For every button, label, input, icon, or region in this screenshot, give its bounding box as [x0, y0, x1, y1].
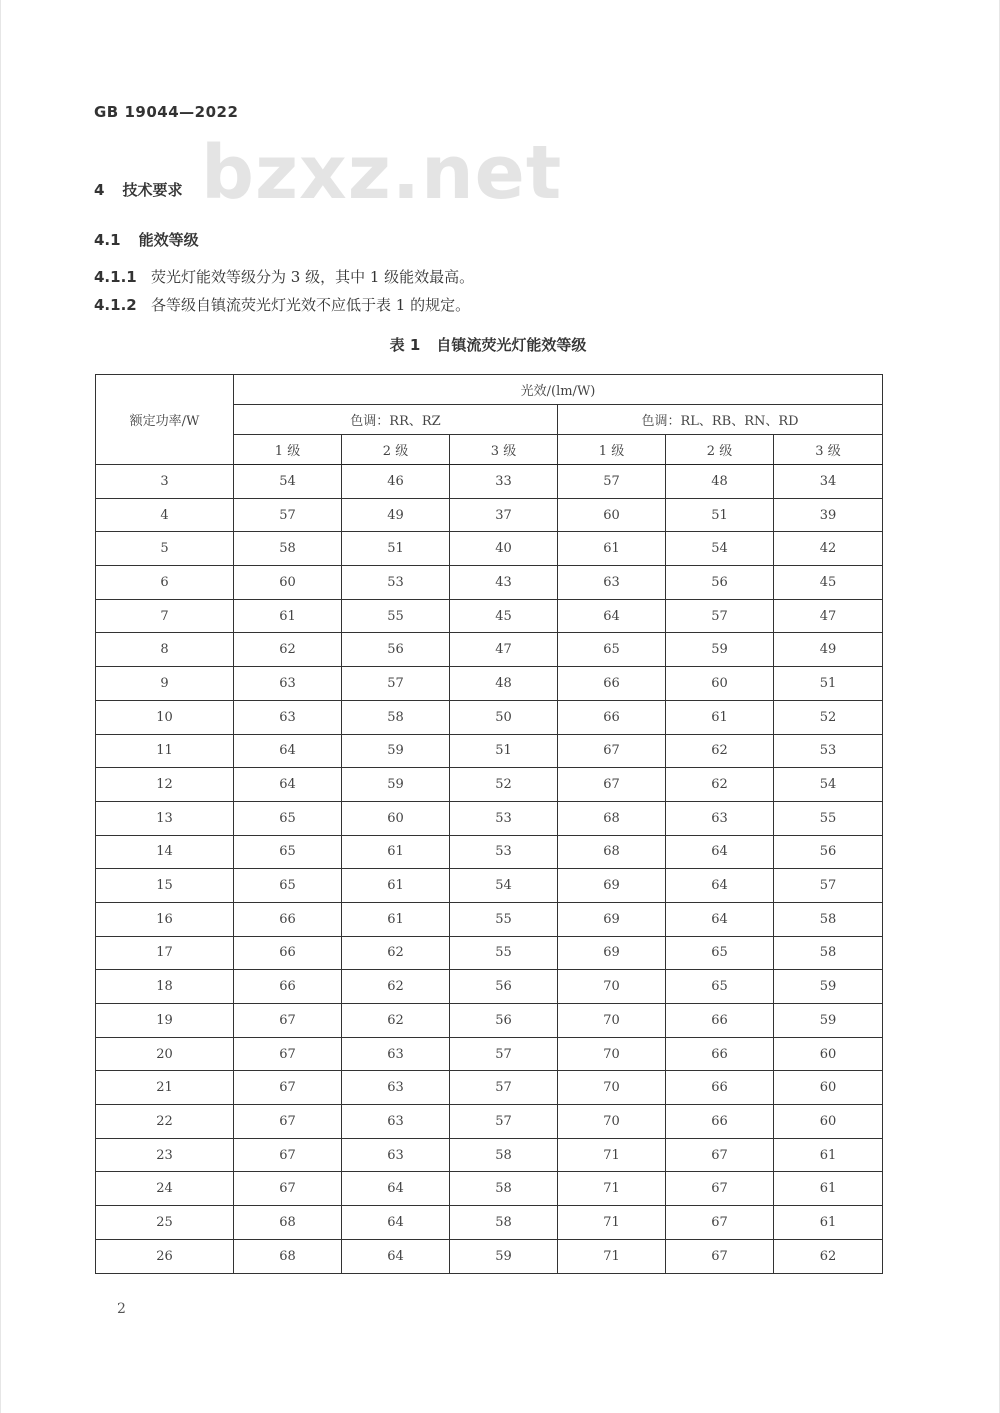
efficacy-cell: 69	[558, 869, 666, 903]
efficacy-cell: 53	[774, 734, 883, 768]
efficacy-cell: 66	[234, 936, 342, 970]
efficacy-cell: 61	[774, 1206, 883, 1240]
efficacy-cell: 51	[342, 532, 450, 566]
efficacy-cell: 59	[342, 734, 450, 768]
efficacy-cell: 60	[234, 566, 342, 600]
efficacy-cell: 53	[450, 801, 558, 835]
efficacy-cell: 47	[774, 599, 883, 633]
subsection-heading	[94, 229, 199, 250]
efficacy-cell: 62	[234, 633, 342, 667]
efficacy-cell: 60	[666, 667, 774, 701]
efficacy-cell: 56	[342, 633, 450, 667]
table-caption	[1, 334, 975, 355]
efficacy-cell: 62	[342, 970, 450, 1004]
efficacy-cell: 45	[450, 599, 558, 633]
rated-power-cell: 13	[96, 801, 234, 835]
efficacy-cell: 70	[558, 970, 666, 1004]
efficacy-cell: 68	[558, 801, 666, 835]
rated-power-cell: 9	[96, 667, 234, 701]
efficacy-cell: 56	[666, 566, 774, 600]
section-number: 4	[94, 181, 105, 199]
efficacy-cell: 61	[666, 700, 774, 734]
grade-header: 3 级	[450, 435, 558, 465]
efficacy-cell: 56	[450, 970, 558, 1004]
efficacy-cell: 57	[450, 1105, 558, 1139]
efficacy-cell: 67	[234, 1138, 342, 1172]
rated-power-cell: 25	[96, 1206, 234, 1240]
efficacy-cell: 67	[234, 1172, 342, 1206]
efficacy-cell: 48	[450, 667, 558, 701]
table-row	[96, 768, 883, 802]
efficacy-cell: 60	[774, 1071, 883, 1105]
efficacy-cell: 65	[234, 869, 342, 903]
efficacy-cell: 71	[558, 1138, 666, 1172]
rated-power-cell: 16	[96, 902, 234, 936]
efficacy-cell: 49	[342, 498, 450, 532]
page-number: 2	[117, 1301, 126, 1317]
grade-header: 3 级	[774, 435, 883, 465]
efficacy-cell: 57	[234, 498, 342, 532]
grade-header: 1 级	[234, 435, 342, 465]
rated-power-cell: 24	[96, 1172, 234, 1206]
table-row	[96, 465, 883, 499]
efficacy-cell: 71	[558, 1239, 666, 1273]
efficacy-cell: 62	[666, 768, 774, 802]
rated-power-cell: 10	[96, 700, 234, 734]
table-row	[96, 801, 883, 835]
efficacy-cell: 67	[558, 734, 666, 768]
efficacy-cell: 60	[342, 801, 450, 835]
table-row	[96, 1138, 883, 1172]
efficacy-cell: 56	[450, 1004, 558, 1038]
efficacy-cell: 70	[558, 1071, 666, 1105]
efficacy-cell: 54	[450, 869, 558, 903]
efficacy-cell: 57	[558, 465, 666, 499]
table-row	[96, 936, 883, 970]
rated-power-cell: 12	[96, 768, 234, 802]
paragraph-text: 各等级自镇流荧光灯光效不应低于表 1 的规定。	[151, 296, 471, 314]
table-row	[96, 667, 883, 701]
efficacy-cell: 66	[558, 700, 666, 734]
efficacy-cell: 63	[234, 667, 342, 701]
table-row	[96, 1239, 883, 1273]
efficacy-cell: 50	[450, 700, 558, 734]
efficacy-cell: 57	[666, 599, 774, 633]
rated-power-cell: 8	[96, 633, 234, 667]
rated-power-cell: 17	[96, 936, 234, 970]
section-title: 技术要求	[122, 181, 183, 199]
rated-power-cell: 6	[96, 566, 234, 600]
efficacy-cell: 55	[342, 599, 450, 633]
efficacy-cell: 65	[666, 970, 774, 1004]
efficacy-cell: 64	[342, 1239, 450, 1273]
efficacy-cell: 70	[558, 1037, 666, 1071]
efficacy-cell: 42	[774, 532, 883, 566]
efficacy-cell: 64	[234, 734, 342, 768]
efficacy-cell: 51	[666, 498, 774, 532]
rated-power-cell: 20	[96, 1037, 234, 1071]
efficacy-cell: 62	[774, 1239, 883, 1273]
efficacy-cell: 52	[774, 700, 883, 734]
efficacy-cell: 66	[666, 1037, 774, 1071]
table-body	[96, 465, 883, 1274]
efficacy-cell: 58	[342, 700, 450, 734]
efficacy-cell: 63	[558, 566, 666, 600]
efficacy-cell: 63	[666, 801, 774, 835]
efficacy-cell: 65	[558, 633, 666, 667]
efficacy-cell: 68	[234, 1239, 342, 1273]
rated-power-cell: 22	[96, 1105, 234, 1139]
efficacy-cell: 60	[774, 1037, 883, 1071]
efficacy-cell: 64	[666, 835, 774, 869]
efficacy-cell: 64	[558, 599, 666, 633]
efficacy-cell: 61	[342, 902, 450, 936]
efficacy-cell: 46	[342, 465, 450, 499]
efficacy-cell: 67	[666, 1138, 774, 1172]
efficacy-cell: 66	[558, 667, 666, 701]
efficacy-cell: 61	[774, 1138, 883, 1172]
section-heading	[94, 179, 182, 200]
efficacy-cell: 34	[774, 465, 883, 499]
table-number: 表 1	[389, 336, 421, 354]
table-row	[96, 1105, 883, 1139]
paragraph-number: 4.1.2	[94, 296, 137, 314]
efficacy-cell: 63	[234, 700, 342, 734]
row-header-rated-power: 额定功率/W	[96, 375, 234, 465]
efficacy-cell: 62	[342, 1004, 450, 1038]
rated-power-cell: 18	[96, 970, 234, 1004]
group-header-rr-rz: 色调：RR、RZ	[234, 405, 558, 435]
grade-header: 2 级	[342, 435, 450, 465]
subsection-title: 能效等级	[138, 231, 199, 249]
efficacy-cell: 56	[774, 835, 883, 869]
standard-code: GB 19044—2022	[94, 103, 239, 121]
rated-power-cell: 4	[96, 498, 234, 532]
table-row	[96, 566, 883, 600]
efficacy-cell: 57	[774, 869, 883, 903]
table-row	[96, 700, 883, 734]
efficacy-cell: 57	[450, 1071, 558, 1105]
efficacy-cell: 59	[666, 633, 774, 667]
efficacy-cell: 58	[234, 532, 342, 566]
efficacy-cell: 64	[666, 869, 774, 903]
efficacy-cell: 67	[234, 1105, 342, 1139]
efficacy-cell: 61	[342, 835, 450, 869]
efficacy-cell: 61	[234, 599, 342, 633]
efficacy-cell: 67	[234, 1071, 342, 1105]
rated-power-cell: 21	[96, 1071, 234, 1105]
efficacy-cell: 55	[774, 801, 883, 835]
efficacy-cell: 59	[342, 768, 450, 802]
efficacy-cell: 43	[450, 566, 558, 600]
efficacy-cell: 54	[774, 768, 883, 802]
efficacy-cell: 71	[558, 1206, 666, 1240]
efficacy-cell: 63	[342, 1071, 450, 1105]
efficacy-cell: 66	[666, 1004, 774, 1038]
paragraph-4-1-2	[94, 294, 470, 315]
efficacy-cell: 61	[342, 869, 450, 903]
watermark: bzxz.net	[201, 130, 563, 216]
efficacy-cell: 59	[774, 1004, 883, 1038]
efficacy-cell: 53	[342, 566, 450, 600]
rated-power-cell: 14	[96, 835, 234, 869]
efficacy-cell: 66	[666, 1071, 774, 1105]
efficacy-cell: 67	[666, 1206, 774, 1240]
efficacy-cell: 65	[666, 936, 774, 970]
efficacy-cell: 70	[558, 1004, 666, 1038]
efficacy-cell: 68	[234, 1206, 342, 1240]
efficacy-cell: 67	[558, 768, 666, 802]
efficacy-cell: 69	[558, 936, 666, 970]
efficacy-cell: 70	[558, 1105, 666, 1139]
table-row	[96, 1206, 883, 1240]
rated-power-cell: 3	[96, 465, 234, 499]
efficacy-cell: 67	[666, 1172, 774, 1206]
efficacy-cell: 37	[450, 498, 558, 532]
table-row	[96, 498, 883, 532]
efficacy-cell: 58	[450, 1172, 558, 1206]
table-row	[96, 1037, 883, 1071]
table-row	[96, 1172, 883, 1206]
paragraph-text: 荧光灯能效等级分为 3 级，其中 1 级能效最高。	[151, 268, 475, 286]
rated-power-cell: 11	[96, 734, 234, 768]
table-row	[96, 869, 883, 903]
efficacy-cell: 67	[666, 1239, 774, 1273]
grade-header: 2 级	[666, 435, 774, 465]
table-row	[96, 902, 883, 936]
table-row	[96, 1004, 883, 1038]
efficacy-cell: 54	[666, 532, 774, 566]
rated-power-cell: 23	[96, 1138, 234, 1172]
efficacy-cell: 52	[450, 768, 558, 802]
efficacy-cell: 64	[342, 1206, 450, 1240]
efficacy-cell: 64	[666, 902, 774, 936]
efficacy-cell: 60	[558, 498, 666, 532]
rated-power-cell: 26	[96, 1239, 234, 1273]
efficacy-cell: 61	[774, 1172, 883, 1206]
group-header-rl-rb-rn-rd: 色调：RL、RB、RN、RD	[558, 405, 883, 435]
efficacy-cell: 63	[342, 1138, 450, 1172]
efficacy-cell: 65	[234, 801, 342, 835]
efficacy-cell: 53	[450, 835, 558, 869]
efficacy-cell: 40	[450, 532, 558, 566]
rated-power-cell: 7	[96, 599, 234, 633]
efficacy-cell: 66	[234, 902, 342, 936]
table-row	[96, 532, 883, 566]
table-row	[96, 633, 883, 667]
efficacy-cell: 47	[450, 633, 558, 667]
efficacy-cell: 39	[774, 498, 883, 532]
rated-power-cell: 15	[96, 869, 234, 903]
efficacy-cell: 69	[558, 902, 666, 936]
efficacy-cell: 48	[666, 465, 774, 499]
table-row	[96, 599, 883, 633]
efficacy-cell: 54	[234, 465, 342, 499]
efficacy-table	[95, 374, 883, 1274]
efficacy-cell: 58	[450, 1138, 558, 1172]
efficacy-cell: 49	[774, 633, 883, 667]
efficacy-cell: 71	[558, 1172, 666, 1206]
efficacy-cell: 55	[450, 936, 558, 970]
paragraph-4-1-1	[94, 266, 474, 287]
efficacy-cell: 68	[558, 835, 666, 869]
efficacy-cell: 62	[666, 734, 774, 768]
efficacy-cell: 61	[558, 532, 666, 566]
efficacy-cell: 60	[774, 1105, 883, 1139]
efficacy-cell: 59	[774, 970, 883, 1004]
efficacy-cell: 59	[450, 1239, 558, 1273]
efficacy-cell: 67	[234, 1037, 342, 1071]
efficacy-cell: 55	[450, 902, 558, 936]
efficacy-cell: 64	[234, 768, 342, 802]
efficacy-cell: 67	[234, 1004, 342, 1038]
efficacy-cell: 58	[774, 936, 883, 970]
efficacy-cell: 66	[666, 1105, 774, 1139]
paragraph-number: 4.1.1	[94, 268, 137, 286]
efficacy-cell: 58	[450, 1206, 558, 1240]
efficacy-header: 光效/(lm/W)	[234, 375, 883, 405]
efficacy-cell: 33	[450, 465, 558, 499]
efficacy-cell: 45	[774, 566, 883, 600]
efficacy-cell: 62	[342, 936, 450, 970]
grade-header: 1 级	[558, 435, 666, 465]
table-row	[96, 1071, 883, 1105]
table-row	[96, 970, 883, 1004]
efficacy-cell: 58	[774, 902, 883, 936]
efficacy-cell: 51	[450, 734, 558, 768]
subsection-number: 4.1	[94, 231, 121, 249]
efficacy-cell: 57	[342, 667, 450, 701]
efficacy-cell: 66	[234, 970, 342, 1004]
efficacy-cell: 57	[450, 1037, 558, 1071]
rated-power-cell: 19	[96, 1004, 234, 1038]
efficacy-cell: 63	[342, 1105, 450, 1139]
efficacy-cell: 64	[342, 1172, 450, 1206]
table-title: 自镇流荧光灯能效等级	[436, 336, 587, 354]
rated-power-cell: 5	[96, 532, 234, 566]
efficacy-cell: 51	[774, 667, 883, 701]
efficacy-cell: 63	[342, 1037, 450, 1071]
efficacy-cell: 65	[234, 835, 342, 869]
table-row	[96, 835, 883, 869]
table-row	[96, 734, 883, 768]
